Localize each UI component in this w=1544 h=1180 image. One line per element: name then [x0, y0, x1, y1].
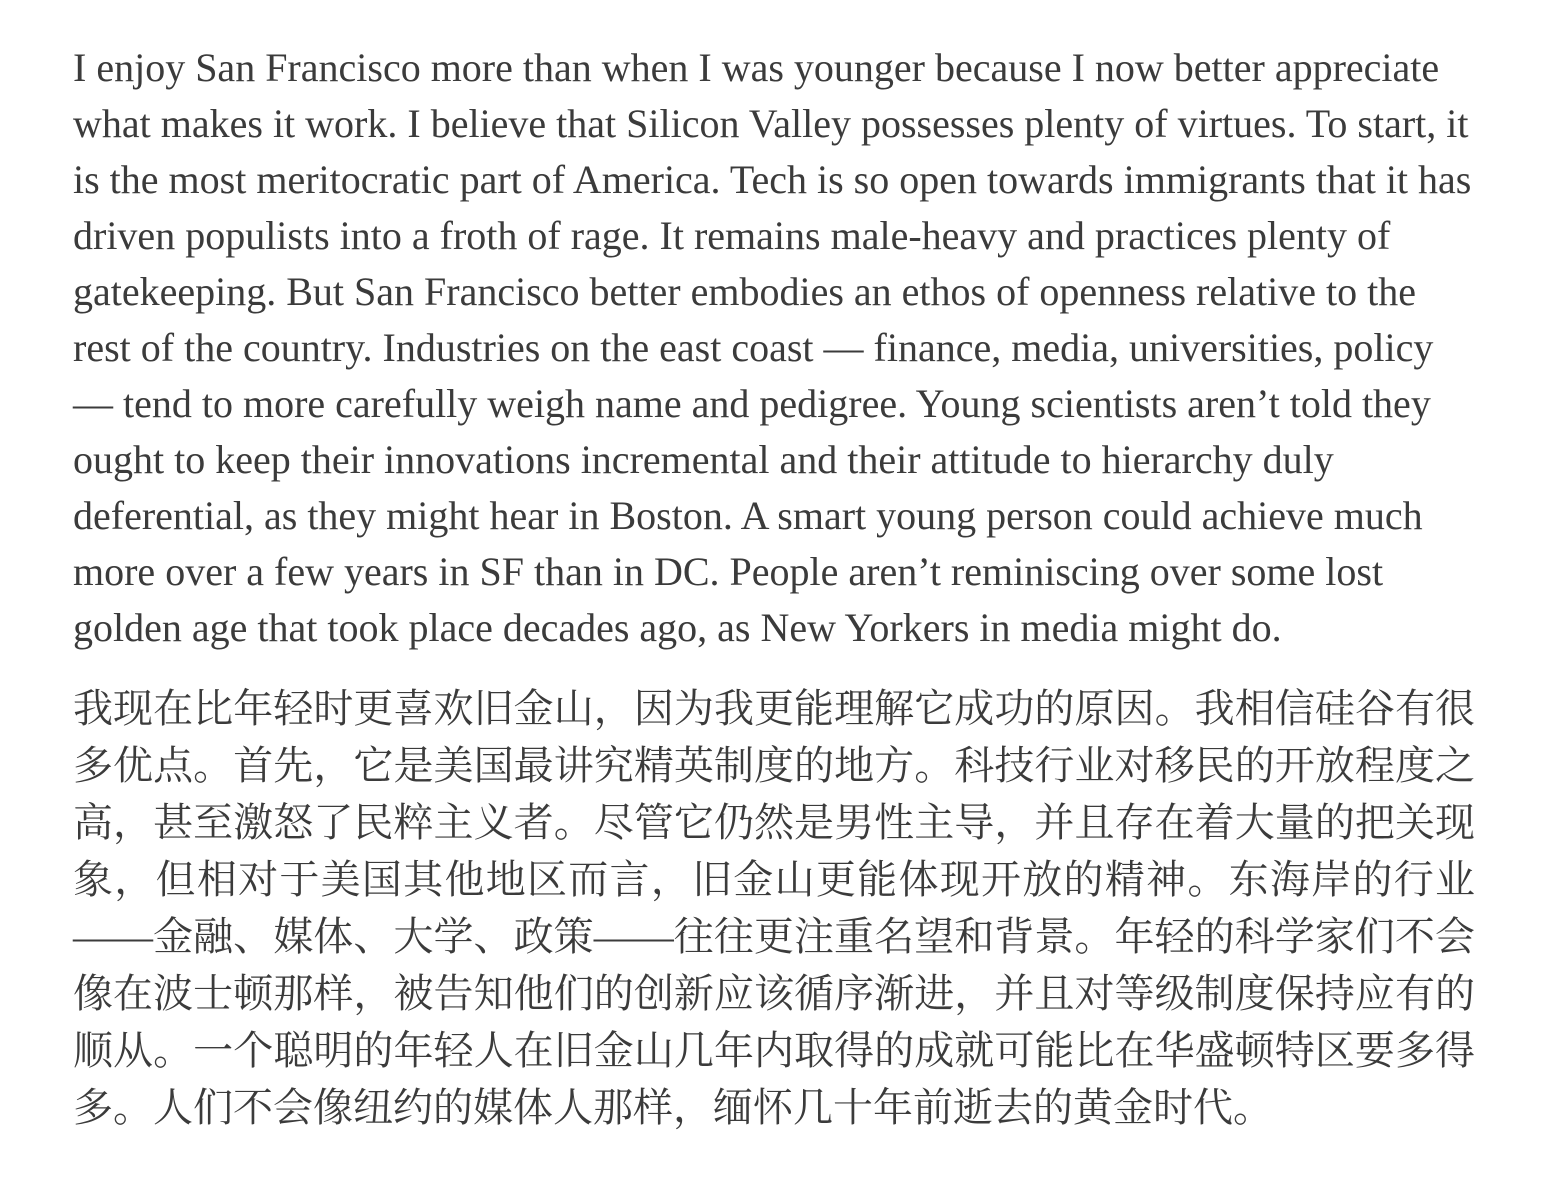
paragraph-english: I enjoy San Francisco more than when I was younger because I now better appreciate what makes it work. I believe that Silicon Valley possesses plenty of virtues. To start, it is the most meritocratic part of America. Tech is so open towards immigrants that it has driven populists into a froth of rage. It remains male-heavy and practices plenty of gatekeeping. But San Francisco better embodies an ethos of openness relative to the rest of the country. Industries on the east coast — finance, media, universities, policy — tend to more carefully weigh name and pedigree. Young scientists aren’t told they ought to keep their innovations incremental and their attitude to hierarchy duly deferential, as they might hear in Boston. A smart young person could achieve much more over a few years in SF than in DC. People aren’t reminiscing over some lost golden age that took place decades ago, as New Yorkers in media might do.	[73, 45, 1472, 650]
paragraph-chinese-translation: 我现在比年轻时更喜欢旧金山，因为我更能理解它成功的原因。我相信硅谷有很多优点。首先，它是美国最讲究精英制度的地方。科技行业对移民的开放程度之高，甚至激怒了民粹主义者。尽管它仍然是男性主导，并且存在着大量的把关现象，但相对于美国其他地区而言，旧金山更能体现开放的精神。东海岸的行业——金融、媒体、大学、政策——往往更注重名望和背景。年轻的科学家们不会像在波士顿那样，被告知他们的创新应该循序渐进，并且对等级制度保持应有的顺从。一个聪明的年轻人在旧金山几年内取得的成就可能比在华盛顿特区要多得多。人们不会像纽约的媒体人那样，缅怀几十年前逝去的黄金时代。	[73, 686, 1475, 1130]
